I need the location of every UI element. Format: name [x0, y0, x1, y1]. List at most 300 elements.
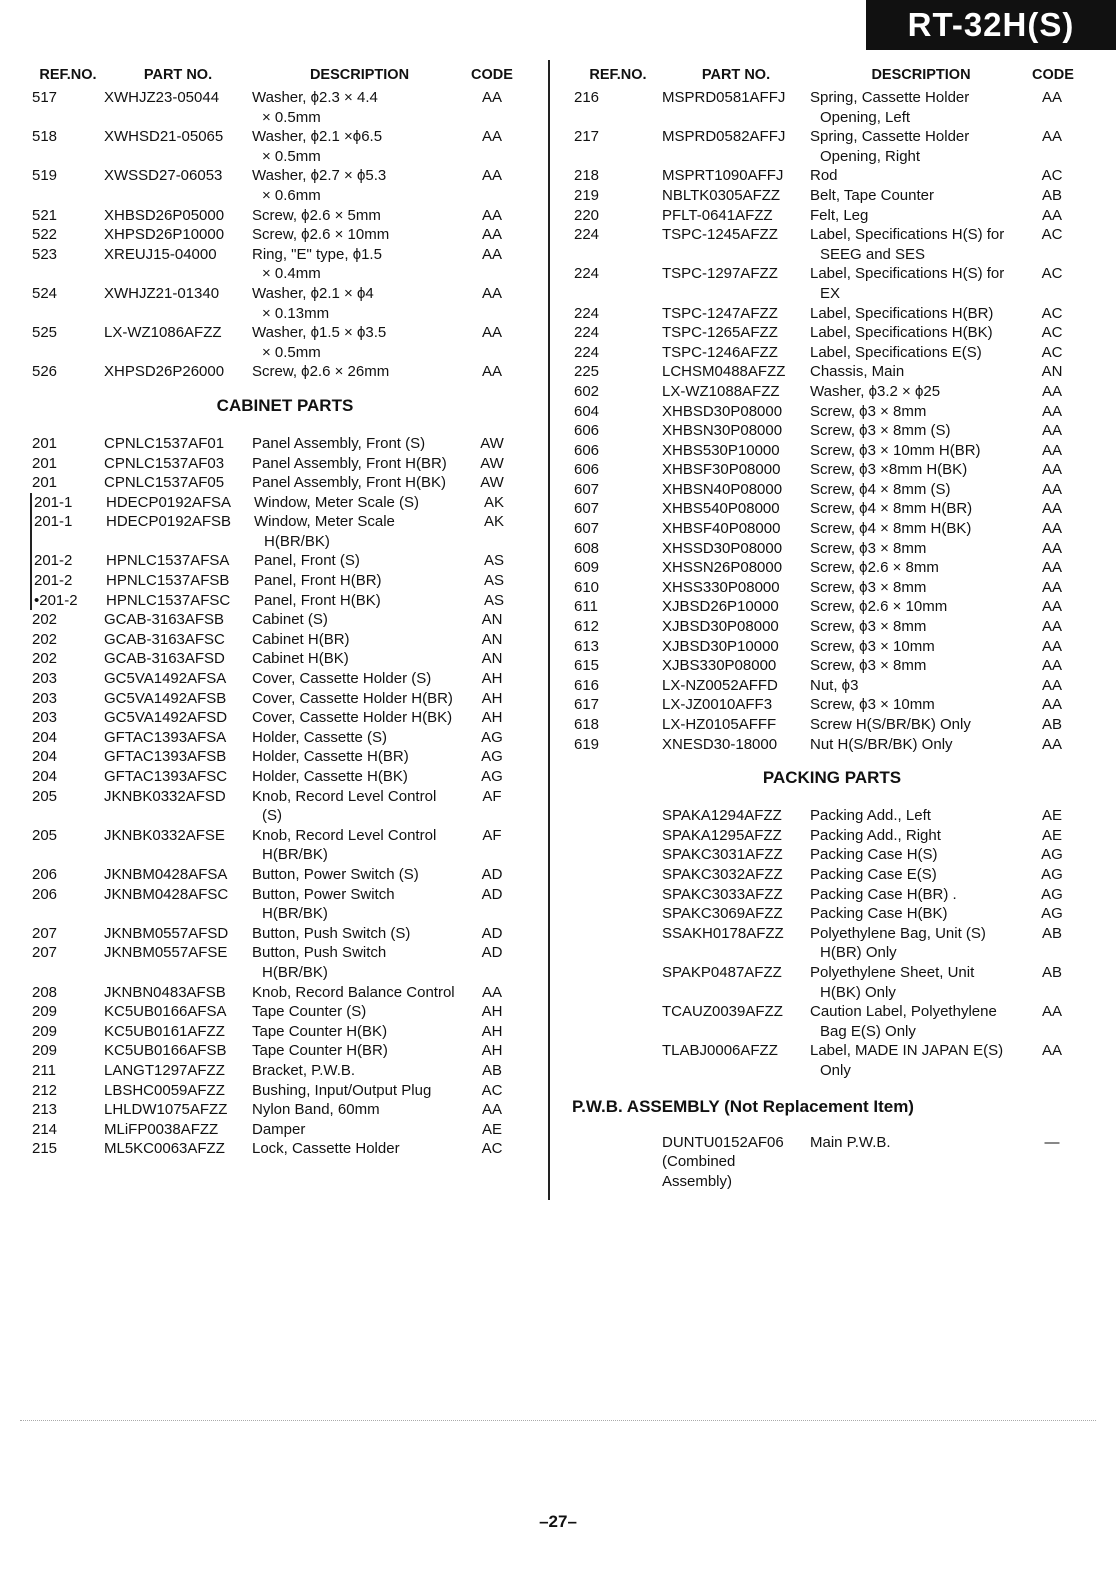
table-row: [572, 539, 1092, 559]
code-header: CODE: [1032, 67, 1074, 83]
code-cell: AF: [482, 826, 502, 844]
ref-cell: 224: [574, 324, 600, 342]
part-no-cell: GFTAC1393AFSB: [104, 748, 227, 766]
description-cell: [810, 225, 1032, 264]
ref-cell: 524: [32, 284, 58, 302]
part-no-cell: XHBS530P10000: [662, 441, 780, 459]
description-cell: [810, 885, 1032, 905]
description-continuation: Bag E(S) Only: [820, 1022, 916, 1040]
part-no-cell: TSPC-1297AFZZ: [662, 265, 778, 283]
pwb-ref: [572, 1133, 662, 1192]
part-no-cell: TSPC-1265AFZZ: [662, 324, 778, 342]
description-line: Washer, ϕ2.3 × 4.4: [252, 89, 378, 106]
table-row: [30, 323, 540, 362]
code-cell: AA: [1041, 441, 1062, 459]
description-cell: [252, 1081, 467, 1101]
part-no-cell: LANGT1297AFZZ: [104, 1061, 225, 1079]
model-tag: [866, 0, 1116, 50]
description-cell: [252, 1139, 467, 1159]
code-cell: AA: [481, 284, 502, 302]
ref-cell: [572, 904, 662, 924]
description-continuation: × 0.5mm: [262, 108, 321, 126]
description-line: Button, Power Switch: [252, 885, 395, 903]
code-cell: AE: [1041, 807, 1062, 825]
desc-header: DESCRIPTION: [871, 67, 971, 83]
description-line: Packing Case H(S): [810, 846, 938, 864]
table-row: [572, 715, 1092, 735]
table-row: [30, 885, 540, 924]
part-no-cell: GC5VA1492AFSA: [104, 670, 227, 688]
table-row: [572, 225, 1092, 264]
ref-cell: 203: [32, 689, 58, 707]
ref-cell: 201: [32, 454, 58, 472]
description-cell: [252, 924, 467, 944]
ref-cell: 519: [32, 167, 58, 185]
description-cell: [252, 225, 467, 245]
code-cell: AH: [481, 1042, 503, 1060]
part-no-cell: XHSS330P08000: [662, 578, 780, 596]
part-no-cell: XHPSD26P10000: [104, 226, 225, 244]
ref-cell: 204: [32, 748, 58, 766]
ref-cell: 202: [32, 630, 58, 648]
ref-cell: 212: [32, 1081, 58, 1099]
description-line: Button, Push Switch (S): [252, 924, 411, 942]
table-row: [572, 382, 1092, 402]
description-cell: [810, 539, 1032, 559]
ref-cell: 204: [32, 728, 58, 746]
part-no-cell: SPAKP0487AFZZ: [662, 963, 782, 981]
cabinet-title: CABINET PARTS: [216, 395, 354, 415]
table-row: [30, 826, 540, 865]
description-line: Bracket, P.W.B.: [252, 1061, 356, 1079]
description-line: Screw, ϕ2.6 × 8mm: [810, 559, 939, 577]
description-cell: [252, 669, 467, 689]
description-cell: [252, 1002, 467, 1022]
code-cell: AN: [1041, 363, 1063, 381]
right-column: [572, 62, 1092, 1191]
ref-cell: 606: [574, 461, 600, 479]
table-row: [30, 1061, 540, 1081]
table-row: [30, 689, 540, 709]
ref-cell: 217: [574, 128, 600, 146]
pwb-part-no: DUNTU0152AF06: [662, 1133, 784, 1151]
part-no-cell: SPAKC3069AFZZ: [662, 905, 783, 923]
ref-cell: 213: [32, 1101, 58, 1119]
description-line: Cabinet H(BR): [252, 630, 350, 648]
ref-cell: 609: [574, 559, 600, 577]
description-cell: [252, 610, 467, 630]
description-cell: [254, 591, 469, 611]
ref-cell: [572, 806, 662, 826]
description-cell: [252, 708, 467, 728]
code-cell: AK: [483, 493, 504, 511]
description-line: Cabinet H(BK): [252, 650, 349, 668]
table-row: [572, 617, 1092, 637]
description-line: Washer, ϕ2.1 × ϕ4: [252, 284, 374, 302]
table-row: [30, 1002, 540, 1022]
part-no-cell: XHBSD26P05000: [104, 206, 225, 224]
code-cell: AA: [1041, 422, 1062, 440]
description-line: Holder, Cassette H(BR): [252, 748, 409, 766]
part-no-cell: CPNLC1537AF03: [104, 454, 225, 472]
table-row: [572, 480, 1092, 500]
description-line: Screw, ϕ3 × 8mm: [810, 657, 927, 675]
description-cell: [810, 826, 1032, 846]
part-no-cell: KC5UB0166AFSA: [104, 1003, 227, 1021]
table-row: [572, 402, 1092, 422]
table-row: [572, 206, 1092, 226]
description-line: Polyethylene Bag, Unit (S): [810, 924, 986, 942]
description-line: Washer, ϕ2.7 × ϕ5.3: [252, 167, 387, 185]
description-continuation: H(BK) Only: [820, 983, 896, 1001]
ref-cell: 517: [32, 89, 58, 106]
description-continuation: × 0.5mm: [262, 343, 321, 361]
code-cell: AA: [1041, 89, 1062, 106]
code-cell: AA: [1041, 618, 1062, 636]
code-cell: AG: [481, 728, 503, 746]
right-top-rows: [572, 88, 1092, 754]
cabinet-rows: [30, 434, 540, 1159]
description-cell: [252, 787, 467, 826]
description-cell: [810, 499, 1032, 519]
ref-cell: [572, 885, 662, 905]
description-cell: [810, 558, 1032, 578]
description-line: Screw, ϕ3 × 8mm: [810, 539, 927, 557]
part-no-cell: KC5UB0166AFSB: [104, 1042, 227, 1060]
table-row: [30, 551, 540, 571]
part-no-cell: LX-JZ0010AFF3: [662, 696, 773, 714]
description-line: Label, MADE IN JAPAN E(S): [810, 1042, 1004, 1060]
description-line: Packing Case E(S): [810, 865, 937, 883]
ref-cell: 201: [32, 434, 58, 452]
table-row: [30, 591, 540, 611]
ref-cell: 206: [32, 865, 58, 883]
description-line: Screw, ϕ3 × 8mm (S): [810, 422, 951, 440]
part-no-cell: TCAUZ0039AFZZ: [662, 1003, 783, 1021]
part-no-cell: MSPRD0582AFFJ: [662, 128, 786, 146]
ref-cell: 201-2: [34, 572, 73, 590]
description-cell: [810, 343, 1032, 363]
description-cell: [810, 924, 1032, 963]
part-no-cell: SPAKA1294AFZZ: [662, 807, 782, 825]
description-cell: [810, 519, 1032, 539]
table-row: [30, 166, 540, 205]
part-no-cell: JKNBM0428AFSC: [104, 885, 229, 903]
table-row: [572, 362, 1092, 382]
description-cell: [810, 402, 1032, 422]
ref-cell: 224: [574, 343, 600, 361]
ref-cell: 225: [574, 363, 600, 381]
description-cell: [810, 382, 1032, 402]
ref-cell: 607: [574, 520, 600, 538]
code-cell: AC: [1041, 167, 1063, 185]
table-row: [572, 904, 1092, 924]
description-line: Window, Meter Scale (S): [254, 493, 420, 511]
part-no-cell: XJBS330P08000: [662, 657, 777, 675]
part-no-cell: SPAKC3033AFZZ: [662, 885, 783, 903]
part-no-cell: PFLT-0641AFZZ: [662, 206, 773, 224]
left-column: [30, 62, 540, 1159]
code-cell: AA: [1041, 598, 1062, 616]
description-line: Chassis, Main: [810, 363, 905, 381]
description-line: Panel Assembly, Front H(BR): [252, 454, 447, 472]
code-cell: AW: [480, 454, 504, 472]
description-line: Bushing, Input/Output Plug: [252, 1081, 432, 1099]
description-line: Packing Add., Left: [810, 807, 931, 825]
pwb-part-note2: Assembly): [662, 1172, 733, 1190]
table-row: [30, 1139, 540, 1159]
part-no-cell: XWHJZ21-01340: [104, 284, 220, 302]
left-table-header: [30, 62, 540, 88]
table-row: [572, 578, 1092, 598]
table-row: [30, 1100, 540, 1120]
description-cell: [252, 166, 467, 205]
table-row: [572, 676, 1092, 696]
code-cell: AN: [481, 611, 503, 629]
part-no-cell: XWHSD21-05065: [104, 128, 224, 146]
ref-cell: 209: [32, 1003, 58, 1021]
description-line: Belt, Tape Counter: [810, 186, 934, 204]
part-no-cell: JKNBK0332AFSE: [104, 826, 225, 844]
description-continuation: H(BR/BK): [262, 905, 328, 923]
table-row: [30, 924, 540, 944]
description-line: Cover, Cassette Holder H(BR): [252, 689, 453, 707]
ref-cell: 211: [32, 1061, 56, 1079]
table-row: [30, 747, 540, 767]
table-row: [30, 454, 540, 474]
description-continuation: Opening, Left: [820, 108, 911, 126]
description-line: Caution Label, Polyethylene: [810, 1003, 997, 1021]
description-line: Label, Specifications H(S) for: [810, 226, 1005, 244]
ref-header: REF.NO.: [39, 67, 97, 83]
description-cell: [810, 480, 1032, 500]
code-cell: AH: [481, 709, 503, 727]
ref-cell: 602: [574, 382, 600, 400]
table-row: [572, 441, 1092, 461]
description-cell: [252, 323, 467, 362]
table-row: [30, 1120, 540, 1140]
code-header: CODE: [471, 67, 513, 83]
code-cell: AB: [1041, 186, 1062, 204]
ref-cell: 523: [32, 245, 58, 263]
ref-cell: 214: [32, 1120, 58, 1138]
part-no-cell: XNESD30-18000: [662, 735, 778, 753]
table-row: [30, 1022, 540, 1042]
code-cell: AC: [481, 1081, 503, 1099]
description-line: Nylon Band, 60mm: [252, 1101, 380, 1119]
part-no-cell: XJBSD30P10000: [662, 637, 779, 655]
code-cell: AE: [1041, 826, 1062, 844]
description-cell: [810, 186, 1032, 206]
description-line: Cover, Cassette Holder H(BK): [252, 709, 453, 727]
code-cell: AA: [1041, 1042, 1062, 1060]
table-row: [572, 343, 1092, 363]
code-cell: AG: [1041, 885, 1063, 903]
description-line: Tape Counter H(BR): [252, 1042, 388, 1060]
ref-cell: 610: [574, 578, 600, 596]
table-row: [572, 323, 1092, 343]
code-cell: AG: [1041, 905, 1063, 923]
ref-header: REF.NO.: [589, 67, 647, 83]
ref-cell: 615: [574, 657, 600, 675]
description-line: Rod: [810, 167, 838, 185]
part-no-cell: SPAKC3031AFZZ: [662, 846, 783, 864]
ref-cell: 202: [32, 650, 58, 668]
description-cell: [810, 421, 1032, 441]
ref-cell: •201-2: [34, 591, 78, 609]
ref-cell: 215: [32, 1140, 58, 1158]
description-cell: [810, 806, 1032, 826]
ref-cell: [572, 1002, 662, 1041]
description-line: Packing Case H(BK): [810, 905, 948, 923]
part-no-cell: LX-NZ0052AFFD: [662, 676, 778, 694]
code-cell: AG: [1041, 846, 1063, 864]
table-row: [572, 499, 1092, 519]
description-cell: [252, 767, 467, 787]
ref-cell: 525: [32, 324, 58, 342]
ref-cell: [572, 1041, 662, 1080]
description-cell: [252, 983, 467, 1003]
code-cell: AD: [481, 924, 503, 942]
description-line: Screw, ϕ3 × 10mm H(BR): [810, 441, 981, 459]
description-line: Knob, Record Balance Control: [252, 983, 455, 1001]
code-cell: AD: [481, 944, 503, 962]
ref-cell: 526: [32, 363, 58, 381]
table-row: [30, 571, 540, 591]
description-continuation: SEEG and SES: [820, 245, 926, 263]
description-cell: [252, 454, 467, 474]
table-row: [572, 304, 1092, 324]
description-cell: [810, 715, 1032, 735]
table-row: [30, 649, 540, 669]
description-line: Panel, Front H(BK): [254, 591, 381, 609]
code-cell: AA: [481, 363, 502, 381]
table-row: [572, 558, 1092, 578]
description-cell: [810, 460, 1032, 480]
part-no-cell: JKNBM0428AFSA: [104, 865, 228, 883]
description-cell: [810, 597, 1032, 617]
code-cell: AE: [481, 1120, 502, 1138]
code-cell: AB: [1041, 716, 1062, 733]
code-cell: AA: [1041, 206, 1062, 224]
description-cell: [810, 845, 1032, 865]
code-cell: AG: [481, 768, 503, 785]
description-line: Panel Assembly, Front (S): [252, 434, 426, 452]
ref-cell: [572, 924, 662, 963]
table-row: [572, 826, 1092, 846]
table-row: [572, 519, 1092, 539]
description-cell: [252, 728, 467, 748]
ref-cell: 206: [32, 885, 58, 903]
pwb-part-note1: (Combined: [662, 1153, 736, 1171]
table-row: [30, 434, 540, 454]
ref-cell: 607: [574, 480, 600, 498]
description-cell: [252, 434, 467, 454]
code-cell: AN: [481, 630, 503, 648]
part-no-cell: SPAKC3032AFZZ: [662, 865, 783, 883]
part-no-cell: GCAB-3163AFSD: [104, 650, 225, 668]
code-cell: AN: [481, 650, 503, 668]
description-cell: [252, 88, 467, 127]
code-cell: AA: [481, 983, 502, 1001]
code-cell: AA: [1041, 382, 1062, 400]
description-cell: [810, 617, 1032, 637]
ref-cell: 218: [574, 167, 600, 185]
part-no-cell: ML5KC0063AFZZ: [104, 1140, 225, 1158]
description-line: Spring, Cassette Holder: [810, 89, 970, 106]
part-no-cell: XHPSD26P26000: [104, 363, 225, 381]
ref-cell: [572, 865, 662, 885]
description-cell: [252, 885, 467, 924]
description-continuation: Only: [820, 1061, 851, 1079]
desc-header: DESCRIPTION: [309, 67, 410, 83]
table-row: [572, 845, 1092, 865]
code-cell: AA: [1041, 735, 1062, 753]
table-row: [572, 963, 1092, 1002]
part-no-cell: XHBS540P08000: [662, 500, 780, 518]
code-cell: AA: [481, 324, 502, 342]
part-no-cell: JKNBK0332AFSD: [104, 787, 226, 805]
description-line: Washer, ϕ1.5 × ϕ3.5: [252, 324, 387, 342]
description-continuation: × 0.4mm: [262, 265, 321, 283]
description-line: Screw, ϕ3 ×8mm H(BK): [810, 461, 968, 479]
part-no-cell: XREUJ15-04000: [104, 245, 217, 263]
packing-title: PACKING PARTS: [762, 768, 902, 788]
description-line: Screw, ϕ3 × 8mm: [810, 618, 927, 636]
table-row: [30, 1041, 540, 1061]
part-no-cell: XWSSD27-06053: [104, 167, 223, 185]
code-cell: AW: [480, 434, 504, 452]
part-no-cell: SSAKH0178AFZZ: [662, 924, 784, 942]
part-no-cell: XHBSN30P08000: [662, 422, 783, 440]
table-row: [572, 1041, 1092, 1080]
part-no-cell: HPNLC1537AFSC: [106, 591, 231, 609]
code-cell: AH: [481, 670, 503, 688]
table-row: [30, 362, 540, 382]
description-line: Washer, ϕ2.1 ×ϕ6.5: [252, 128, 383, 146]
code-cell: AW: [480, 474, 504, 492]
ref-cell: 201: [32, 474, 58, 492]
code-cell: AA: [1041, 500, 1062, 518]
part-no-cell: TLABJ0006AFZZ: [662, 1042, 778, 1060]
code-cell: AA: [1041, 539, 1062, 557]
part-no-cell: XWHJZ23-05044: [104, 89, 220, 106]
description-continuation: H(BR/BK): [264, 532, 330, 550]
table-row: [30, 206, 540, 226]
code-cell: AA: [481, 226, 502, 244]
part-header: PART NO.: [701, 67, 771, 83]
code-cell: AA: [1041, 637, 1062, 655]
ref-cell: 207: [32, 944, 58, 962]
table-row: [30, 127, 540, 166]
description-cell: [252, 747, 467, 767]
code-cell: AA: [481, 167, 502, 185]
description-line: Screw, ϕ2.6 × 10mm: [810, 598, 948, 616]
table-row: [572, 264, 1092, 303]
description-continuation: Opening, Right: [820, 147, 921, 165]
description-line: Label, Specifications H(BK): [810, 324, 993, 342]
ref-cell: [572, 826, 662, 846]
code-cell: AA: [1041, 480, 1062, 498]
description-cell: [252, 1061, 467, 1081]
description-line: Cabinet (S): [252, 611, 328, 629]
part-no-cell: XHBSF40P08000: [662, 520, 781, 538]
description-line: Label, Specifications E(S): [810, 343, 982, 361]
code-cell: AF: [482, 787, 502, 805]
code-cell: AB: [1041, 924, 1062, 942]
description-cell: [810, 441, 1032, 461]
code-cell: AD: [481, 885, 503, 903]
